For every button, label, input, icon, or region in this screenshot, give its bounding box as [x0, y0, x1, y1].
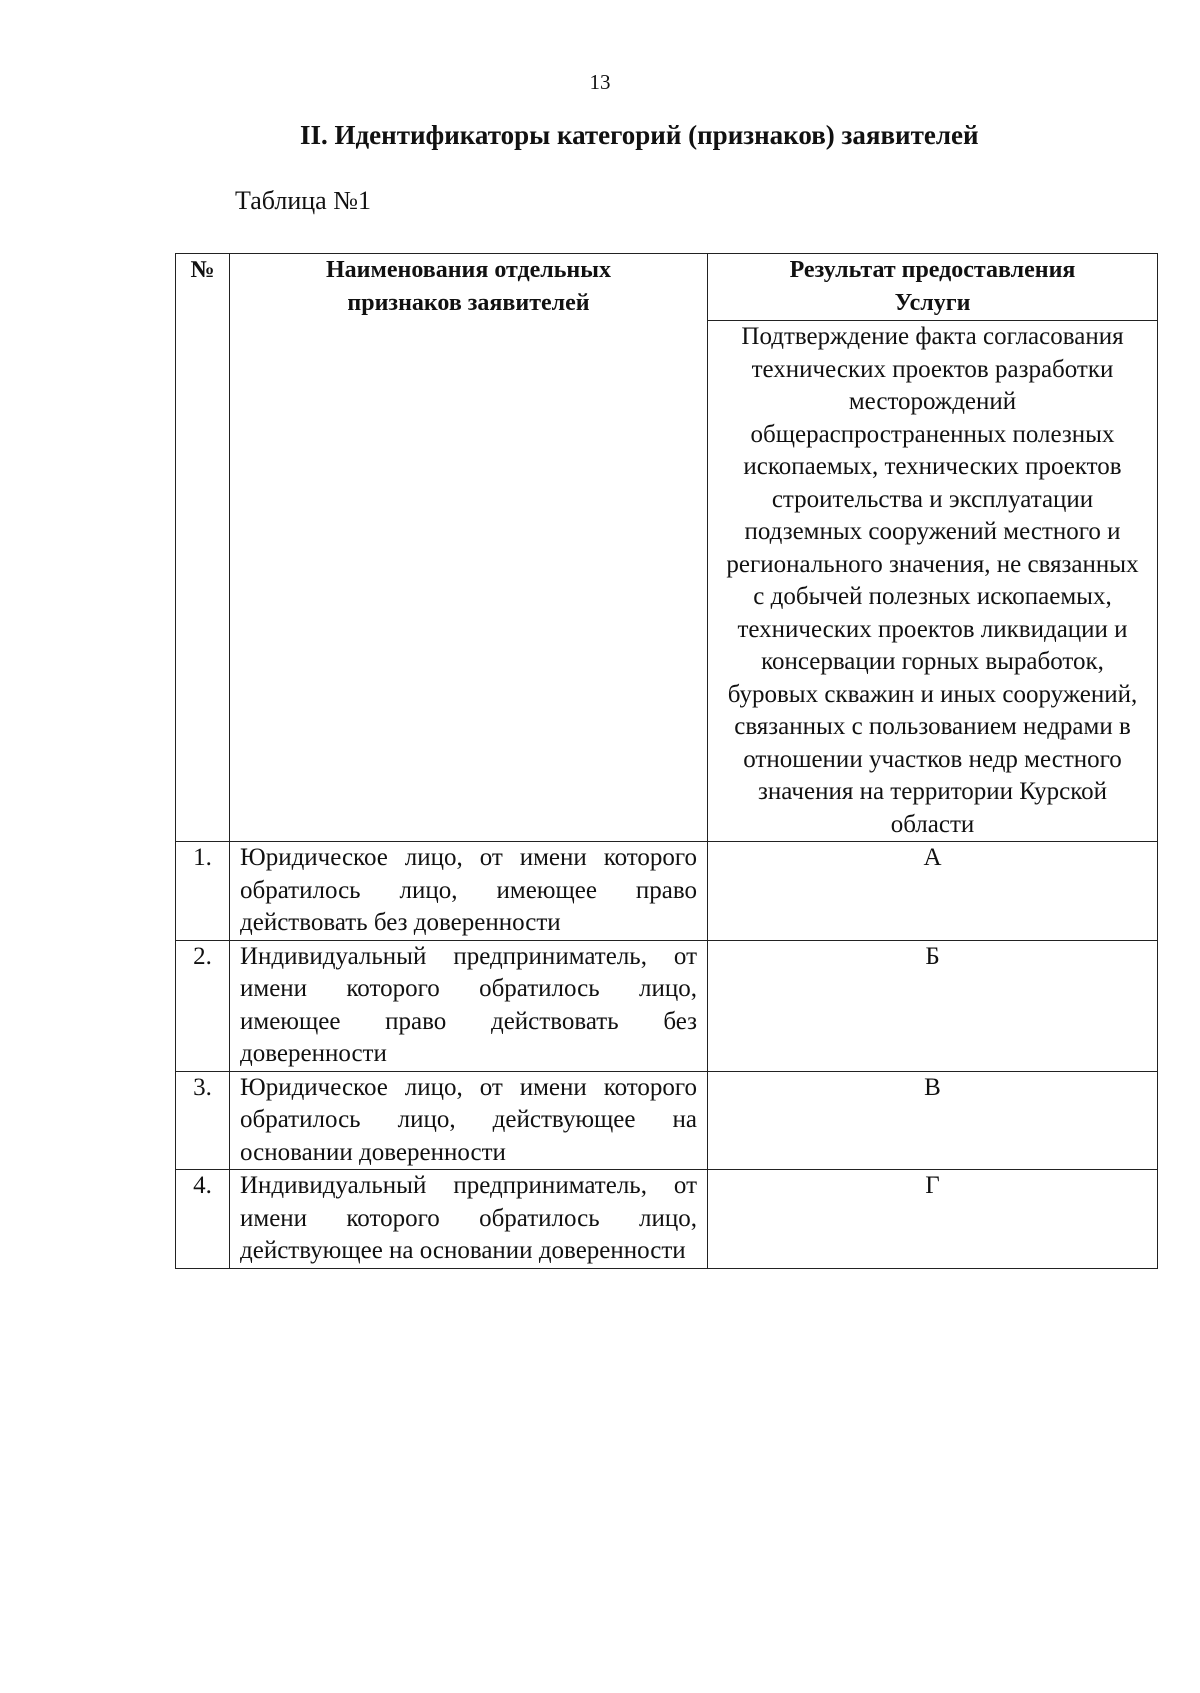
page-number: 13 — [589, 70, 611, 94]
row-number: 1. — [176, 842, 230, 941]
result-description — [708, 321, 1158, 842]
header-number: № — [176, 254, 230, 842]
table-row — [176, 842, 1158, 941]
table-row — [176, 940, 1158, 1071]
row-number: 4. — [176, 1170, 230, 1269]
header-applicant-features-text: Наименования отдельных признаков заявителей — [326, 257, 611, 316]
table-row — [176, 1170, 1158, 1269]
section-title: II. Идентификаторы категорий (признаков) заявителей — [300, 120, 979, 150]
row-applicant-feature: Индивидуальный предприниматель, от имени которого обратилось лицо, имеющее право действовать без доверенности — [230, 940, 708, 1071]
header-service-result — [708, 254, 1158, 321]
row-number: 3. — [176, 1071, 230, 1170]
row-applicant-feature: Юридическое лицо, от имени которого обратилось лицо, имеющее право действовать без доверенности — [230, 842, 708, 941]
row-result-code: А — [708, 842, 1158, 941]
row-result-code: В — [708, 1071, 1158, 1170]
row-result-code: Г — [708, 1170, 1158, 1269]
header-service-result-text: Результат предоставления Услуги — [789, 257, 1076, 316]
row-result-code: Б — [708, 940, 1158, 1071]
row-number: 2. — [176, 940, 230, 1071]
row-applicant-feature: Индивидуальный предприниматель, от имени которого обратилось лицо, действующее на основании доверенности — [230, 1170, 708, 1269]
applicant-categories-table — [175, 253, 1158, 1269]
header-applicant-features — [230, 254, 708, 842]
table-header-row — [176, 254, 1158, 321]
row-applicant-feature: Юридическое лицо, от имени которого обратилось лицо, действующее на основании доверенности — [230, 1071, 708, 1170]
result-description-text: Подтверждение факта согласования технических проектов разработки месторождений общераспространенных полезных ископаемых, технических проектов строительства и эксплуатации подземных сооружений местного и регионального значения, не связанных с добычей полезных ископаемых, технических проектов ликвидации и консервации горных выработок, буровых скважин и иных сооружений, связанных с пользованием недрами в отношении участков недр местного значения на территории Курской области — [726, 323, 1139, 838]
table-caption: Таблица №1 — [235, 186, 372, 215]
table-row — [176, 1071, 1158, 1170]
